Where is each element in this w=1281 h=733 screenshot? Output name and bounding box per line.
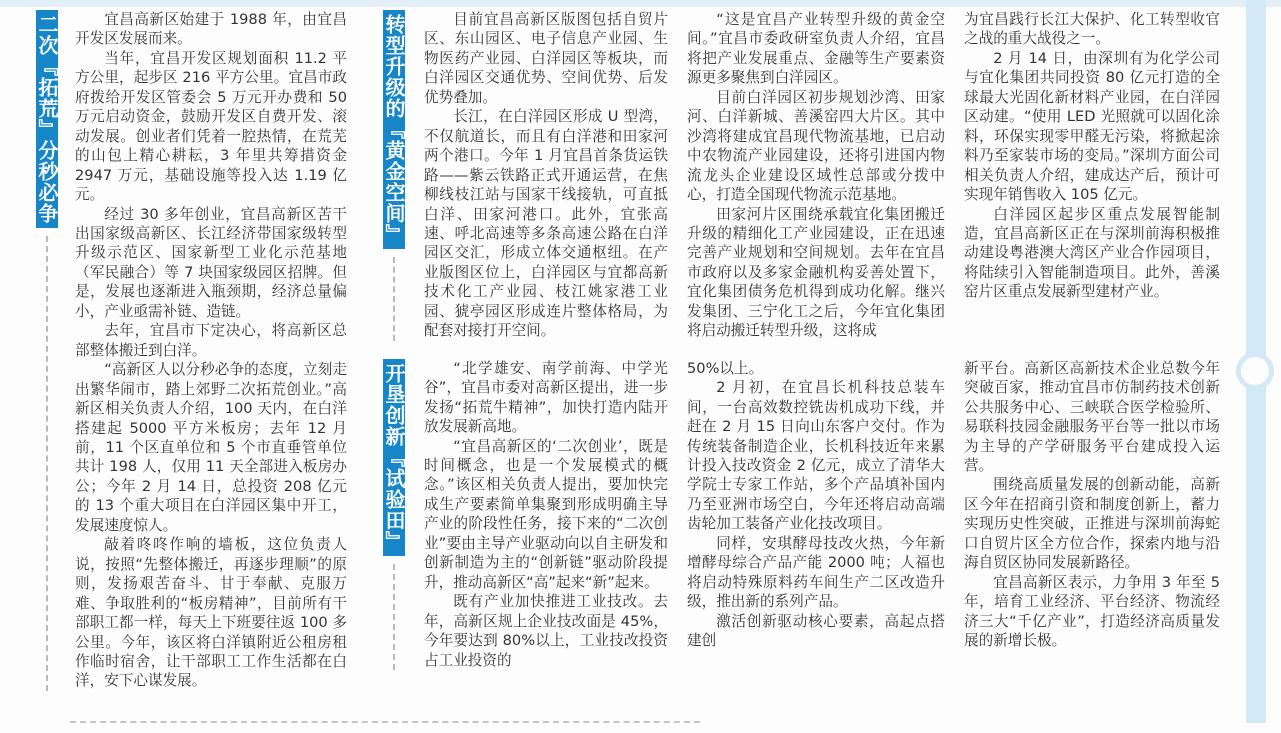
heading-cell [383, 359, 405, 670]
paragraph: 2 月 14 日，由深圳有为化学公司与宜化集团共同投资 80 亿元打造的全球最大光固化新材料产业园，在白洋园区动建。“使用 LED 光照就可以固化涂料，环保实现零甲醛无污染，将掀起涂料乃至家装市场的变局。”深圳方面公司相关负责人介绍，建成达产后，预计可实现年销售收入 105 亿元。 [964, 49, 1220, 204]
section-heading-3: 开垦创新『试验田』 [383, 359, 405, 556]
article-column-1 [75, 10, 347, 691]
paragraph: 同样，安琪酵母技改火热，今年新增酵母综合产品产能 2000 吨；人福也将启动特殊原料药车间生产二区改造升级，推出新的系列产品。 [687, 534, 945, 611]
paragraph: 既有产业加快推进工业技改。去年，高新区规上企业技改面是 45%，今年要达到 80%以上，工业技改投资占工业投资的 [424, 593, 668, 669]
paragraph: 田家河片区围绕承载宜化集团搬迁升级的精细化工产业园建设，正在迅速完善产业规划和空间规划。去年在宜昌市政府以及多家金融机构妥善处置下，宜化集团债务危机得到成功化解。继兴发集团、三宁化工之后，今年宜化集团将启动搬迁转型升级，这将成 [687, 205, 945, 340]
paragraph: 激活创新驱动核心要素，高起点搭建创 [687, 612, 945, 650]
paragraph: 目前白洋园区初步规划沙湾、田家河、白洋新城、善溪窑四大片区。其中沙湾将建成宜昌现代物流基地，已启动中农物流产业园建设，还将引进国内物流龙头企业建设区域性总部或分拨中心，打造全国现代物流示范基地。 [687, 88, 945, 204]
paragraph: 宜昌高新区表示，力争用 3 年至 5 年，培育工业经济、平台经济、物流经济三大“千亿产业”，打造经济高质量发展的新增长极。 [964, 573, 1220, 650]
paragraph: 目前宜昌高新区版图包括自贸片区、东山园区、电子信息产业园、生物医药产业园、白洋园区等板块，而白洋园区交通优势、空间优势、后发优势叠加。 [424, 11, 668, 106]
right-sections [383, 10, 1237, 670]
heading-cell [36, 10, 58, 691]
dashed-divider [70, 721, 700, 723]
dashed-divider [393, 564, 395, 670]
section-heading-2: 转型升级的『黄金空间』 [383, 10, 405, 249]
paragraph: 50%以上。 [687, 359, 764, 377]
section-1 [36, 10, 347, 691]
paragraph: 长江，在白洋园区形成 U 型湾，不仅航道长，而且有白洋港和田家河两个港口。今年 1 月宜昌首条货运铁路——紫云铁路正式开通运营，在焦柳线枝江站与国家干线接轨，可直抵白洋、田家河港口。此外，宜张高速、呼北高速等多条高速公路在白洋园区交汇，形成立体交通枢纽。在产业版图区位上，白洋园区与宜都高新技术化工产业园、枝江姚家港工业园、猇亭园区形成连片整体格局，为配套对接打开空间。 [424, 108, 668, 340]
article-column-3 [687, 10, 945, 341]
paragraph: “北学雄安、南学前海、中学光谷”，宜昌市委对高新区提出，进一步发扬“拓荒牛精神”，加快打造内陆开放发展新高地。 [424, 359, 668, 436]
paragraph: 宜昌高新区始建于 1988 年，由宜昌开发区发展而来。 [75, 11, 347, 48]
paragraph: 当年，宜昌开发区规划面积 11.2 平方公里，起步区 216 平方公里。宜昌市政府拨给开发区管委会 5 万元开办费和 50 万元启动资金，鼓励开发区自费开发、滚动发展。创业者们凭着一腔热情，在荒芜的山包上精心耕耘，3 年里共筹措资金 2947 万元，基础设施等投入达 1.19 亿元。 [75, 49, 347, 204]
dashed-divider [46, 236, 48, 691]
article-column-7 [964, 359, 1220, 670]
article-column-4 [964, 10, 1220, 341]
dashed-divider [393, 257, 395, 341]
paragraph: 白洋园区起步区重点发展智能制造，宜昌高新区正在与深圳前海积极推动建设粤港澳大湾区产业合作园项目，将陆续引入智能制造项目。此外，善溪窑片区重点发展新型建材产业。 [964, 205, 1220, 301]
paragraph: 去年，宜昌市下定决心，将高新区总部整体搬迁到白洋。 [75, 322, 347, 359]
paragraph: “宜昌高新区的‘二次创业’，既是时间概念，也是一个发展模式的概念。”该区相关负责人提出，要加快完成生产要素简单集聚到形成明确主导产业的阶段性任务，接下来的“二次创业”要由主导产业驱动向以自主研发和创新制造为主的“创新链”驱动阶段提升，推动高新区“高”起来“新”起来。 [424, 437, 668, 591]
paragraph: 新平台。高新区高新技术企业总数今年突破百家，推动宜昌市仿制药技术创新公共服务中心、三峡联合医学检验所、易联科技园金融服务平台等一批以市场为主导的产学研服务平台建成投入运营。 [964, 359, 1220, 474]
paragraph: “这是宜昌产业转型升级的黄金空间。”宜昌市委政研室负责人介绍，宜昌将把产业发展重点、金融等生产要素资源更多聚焦到白洋园区。 [687, 11, 945, 87]
paragraph: 2 月初，在宜昌长机科技总装车间，一台高效数控铣齿机成功下线，并赶在 2 月 15 日向山东客户交付。作为传统装备制造企业，长机科技近年来累计投入技改资金 2 亿元，成立了清华大学院士专家工作站，多个产品填补国内乃至亚洲市场空白，今年还将启动高端齿轮加工装备产业化技改项目。 [687, 379, 945, 533]
article-column-6 [687, 359, 945, 670]
section-heading-1: 二次『拓荒』分秒必争 [36, 10, 58, 228]
paragraph: “高新区人以分秒必争的态度，立刻走出繁华闹市，踏上郊野二次拓荒创业。”高新区相关负责人介绍，100 天内，在白洋搭建起 5000 平方米板房；去年 12 月前，11 个区直单位和 5 个市直垂管单位共计 198 人，仅用 11 天全部进入板房办公；今年 2 月 14 日，总投资 208 亿元的 13 个重大项目在白洋园区集中开工，发展速度惊人。 [75, 361, 347, 534]
article-column-5 [424, 359, 668, 670]
heading-cell [383, 10, 405, 341]
paragraph: 敲着咚咚作响的墙板，这位负责人说，按照“先整体搬迁，再逐步理顺”的原则，发扬艰苦奋斗、甘于奉献、克服万难、争取胜利的“板房精神”，目前所有干部职工都一样，每天上下班要往返 100 多公里。今年，该区将白洋镇附近公租房租作临时宿舍，让干部职工工作生活都在白洋，安下心谋发展。 [75, 536, 347, 690]
article-column-2 [424, 10, 668, 341]
paragraph: 为宜昌践行长江大保护、化工转型收官之战的重大战役之一。 [964, 11, 1220, 48]
paragraph: 经过 30 多年创业，宜昌高新区苦干出国家级高新区、长江经济带国家级转型升级示范区、国家新型工业化示范基地（军民融合）等 7 块国家级园区招牌。但是，发展也逐渐进入瓶颈期，经济总量偏小，产业亟需补链、造链。 [75, 205, 347, 320]
paragraph: 围绕高质量发展的创新动能，高新区今年在招商引资和制度创新上，蓄力实现历史性突破，正推进与深圳前海蛇口自贸片区全方位合作，探索内地与沿海自贸区协同发展新路径。 [964, 476, 1220, 572]
